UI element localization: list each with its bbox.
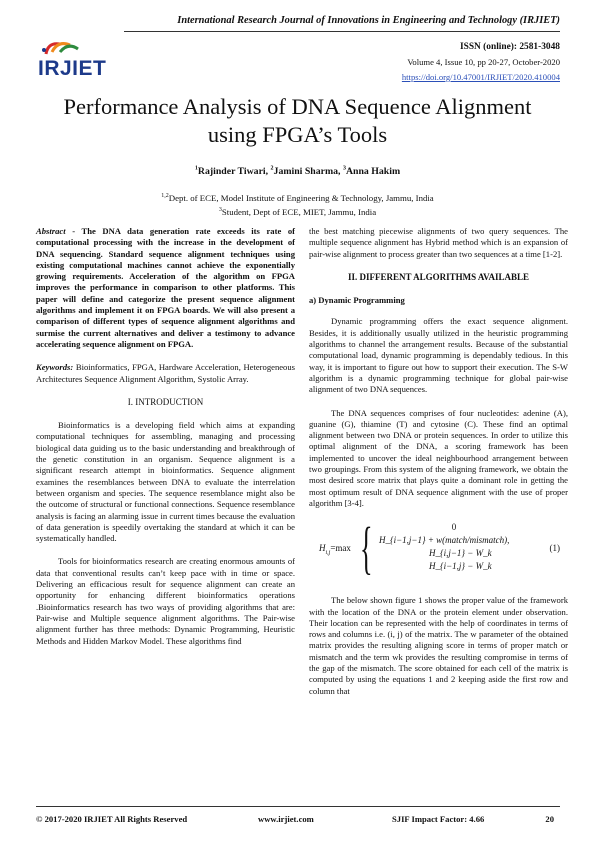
left-column <box>36 226 295 659</box>
author-2-sup: 2 <box>270 165 274 172</box>
equation-brace: { <box>360 515 373 581</box>
abstract-text: - The DNA data generation rate exceeds its rate of computational processing with the increase in the development of DNA sequencing. Standard sequence alignment techniques using existing computational machines cannot achieve the exponentially growing requirements. Acceleration of the algorithm on FPGA improves the performance in comparison to other platforms. This paper will define and categorize the present sequence alignment algorithms and implement it on FPGA boards. We will also present a comparison of different types of sequence alignment algorithms and surmise the current alternatives and deliver a testimony to advance accelerating sequence alignment on FPGA. <box>36 226 295 349</box>
affiliation-2 <box>20 207 575 217</box>
journal-logo <box>36 40 154 84</box>
journal-title: International Research Journal of Innovations in Engineering and Technology (IRJIET) <box>177 15 560 26</box>
paragraph: The DNA sequences comprises of four nucleotides: adenine (A), guanine (G), thiamine (T) and cytosine (C). These find an optimal alignment between two DNA or protein sequences. In order to utilize this optimal alignment of the DNA, a scoring framework has been implemented to uncover the ideal neighbourhood arrangement between two groupings. From this system of the aligning framework, we obtain the most desired score matrix that plays quite a dominant role in getting the most optimum result of DNA sequence alignment with the use of proper algorithm [3-4]. <box>309 407 568 508</box>
paragraph: the best matching piecewise alignments of two query sequences. The multiple sequence alignment has Hybrid method which is an expansion of pair-wise alignment to process greater than two sequences at a time [1-2]. <box>309 226 568 259</box>
paragraph: Dynamic programming offers the exact sequence alignment. Besides, it is additionally usually utilized in the heuristic programming algorithms to channel the arrangement results. Because of the substantial computational load, dynamic programming is dependably tedious. In this way, it is important to figure out how to support their execution. The S-W algorithm is a dynamic programming technique for global pair-wise alignment of two DNA sequences. <box>309 316 568 395</box>
keywords <box>36 362 295 385</box>
journal-meta <box>402 40 560 85</box>
title-line-2: using FPGA’s Tools <box>207 122 388 147</box>
affiliation-1-sup: 1,2 <box>161 193 169 200</box>
eq-lhs-symbol: H <box>319 543 326 554</box>
affiliation-2-sup: 3 <box>218 207 222 214</box>
paper-title <box>20 93 575 149</box>
footer-rule <box>36 806 560 807</box>
logo-text: IRJIET <box>38 57 107 80</box>
affiliation-1-text: Dept. of ECE, Model Institute of Engineering & Technology, Jammu, India <box>168 193 434 203</box>
page-number: 20 <box>545 814 554 824</box>
impact-factor: SJIF Impact Factor: 4.66 <box>392 814 485 824</box>
author-list <box>20 166 575 177</box>
author-3: Anna Hakim <box>345 166 401 177</box>
equation-lhs <box>319 543 351 559</box>
copyright: © 2017-2020 IRJIET All Rights Reserved <box>36 814 188 824</box>
keywords-label: Keywords: <box>36 362 74 373</box>
author-1: Rajinder Tiwari, <box>197 166 271 177</box>
author-1-sup: 1 <box>194 165 198 172</box>
paragraph: The below shown figure 1 shows the proper value of the framework with the location of the DNA or the protein element under observation. Their location can be represented with the help of coordinates in terms of rows and columns i.e. (i, j) of the matrix. The w parameter of the obtained matrix provides the resulting aligning score in terms of proper match or mismatch and the term wk provides the resulting compromise in terms of the gap of the mismatch. The score obtained for each cell of the matrix is computed by using the equations 1 and 2 keeping aside the first row and column that <box>309 595 568 696</box>
volume-info: Volume 4, Issue 10, pp 20-27, October-2020 <box>407 57 560 67</box>
eq-case-1: H_{i−1,j−1} + w(match/mismatch), <box>379 535 510 546</box>
section-heading-algorithms: II. DIFFERENT ALGORITHMS AVAILABLE <box>347 271 530 282</box>
abstract <box>36 226 295 350</box>
affiliation-2-text: Student, Dept of ECE, MIET, Jammu, India <box>221 207 377 217</box>
header-rule <box>124 31 560 32</box>
right-column <box>309 226 568 709</box>
title-line-1: Performance Analysis of DNA Sequence Alignment <box>63 94 532 119</box>
website-link[interactable]: www.irjiet.com <box>258 814 314 824</box>
affiliation-1 <box>20 193 575 203</box>
eq-case-2: H_{i,j−1} − W_k <box>429 548 492 559</box>
equation-cases <box>379 521 529 573</box>
author-2: Jamini Sharma, <box>273 166 343 177</box>
keywords-text: Bioinformatics, FPGA, Hardware Acceleration, Heterogeneous Architectures Sequence Alignment Algorithm, Systolic Array. <box>36 362 295 384</box>
eq-case-0: 0 <box>451 522 457 533</box>
equation-number: (1) <box>549 543 560 554</box>
abstract-label: Abstract <box>36 226 66 236</box>
subsection-heading-dynamic-programming: a) Dynamic Programming <box>309 295 405 306</box>
section-heading-introduction: I. INTRODUCTION <box>127 396 204 407</box>
eq-case-3: H_{i−1,j} − W_k <box>429 561 492 572</box>
page-header <box>36 12 560 92</box>
issn: ISSN (online): 2581-3048 <box>459 42 560 52</box>
paragraph: Bioinformatics is a developing field which aims at expanding computational techniques for assembling, managing and processing biological data guiding us to the basic understanding and breakthrough of the genetic constitution in an organism. Sequence alignment is a significant research attempt in bioinformatics. Sequence alignment examines the resemblances between DNA to evaluate the interrelation between organism and species. The sequence resemblance might also be the outcome of structural or functional connections. Sequence resemblance analysis is facing an alarming issue in current times because the evaluation of data generation is speedily overtaking the standard at which it can be systematically handled. <box>36 420 295 544</box>
author-3-sup: 3 <box>342 165 346 172</box>
paragraph: Tools for bioinformatics research are creating enormous amounts of data that conventional results can’t keep pace with in time or space. Delivering an efficacious result for sequence alignment can create an opportunity for enhancing different bioinformatics operations .Bioinformatics research has two ways of providing algorithms that are: Pair-wise and Multiple sequence alignment algorithms. The Pair-wise alignment further has three methods: Dynamic Programming, Heuristic Methods and Hidden Markov Model. These algorithms find <box>36 556 295 646</box>
doi-link[interactable]: https://doi.org/10.47001/IRJIET/2020.410004 <box>401 72 560 82</box>
eq-operator: =max <box>330 543 351 554</box>
eq-lhs-subscript: i,j <box>325 550 331 557</box>
equation-1 <box>309 515 568 583</box>
